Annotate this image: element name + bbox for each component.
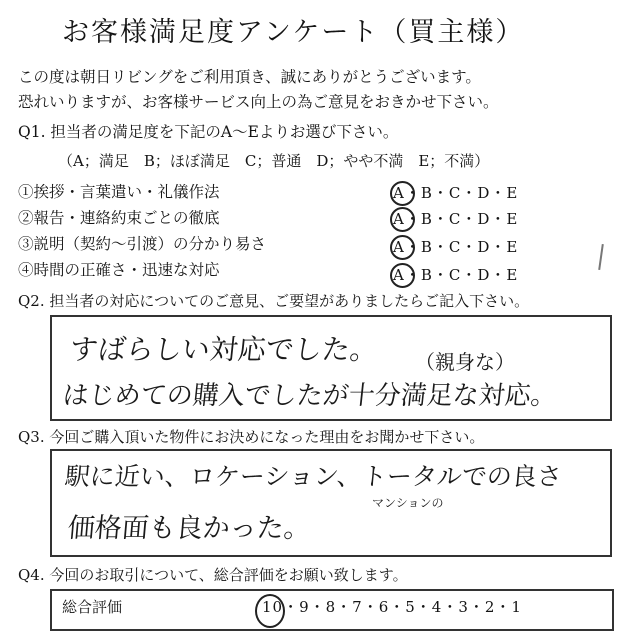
q1-item-4: ④時間の正確さ・迅速な対応 — [18, 261, 220, 279]
q1-item-2-choices — [393, 208, 518, 229]
intro-line-2: 恐れいりますが、お客様サービス向上の為ご意見をおきかせ下さい。 — [18, 93, 499, 111]
overall-rating-label: 総合評価 — [62, 598, 123, 616]
q3-answer-note: マンションの — [372, 496, 444, 510]
q4-question: Q4. 今回のお取引について、総合評価をお願い致します。 — [18, 566, 408, 584]
q1-item-4-selected: A — [393, 266, 405, 284]
q1-item-3: ③説明（契約～引渡）の分かり易さ — [18, 235, 267, 253]
overall-rating-scale: 10・9・8・7・6・5・4・3・2・1 — [262, 598, 522, 616]
q1-item-4-choices — [393, 264, 518, 285]
q3-question: Q3. 今回ご購入頂いた物件にお決めになった理由をお聞かせ下さい。 — [18, 428, 485, 446]
q1-item-3-selected: A — [393, 238, 405, 256]
q1-scale: （A；満足 B；ほぼ満足 C；普通 D；やや不満 E；不満） — [58, 152, 490, 170]
pen-stroke-mark — [598, 244, 604, 270]
q1-item-1-options: ・B・C・D・E — [404, 184, 519, 202]
q1-item-2: ②報告・連絡約束ごとの徹底 — [18, 209, 220, 227]
q1-item-2-options: ・B・C・D・E — [404, 210, 519, 228]
q2-answer-note: （親身な） — [415, 350, 515, 374]
q2-answer-line-2: はじめての購入でしたが十分満足な対応。 — [61, 381, 559, 411]
q1-item-4-options: ・B・C・D・E — [404, 266, 519, 284]
q1-item-1-choices — [393, 182, 518, 203]
survey-title: お客様満足度アンケート（買主様） — [62, 17, 525, 48]
circle-mark-icon — [390, 181, 415, 206]
q2-answer-line-1: すばらしい対応でした。 — [68, 333, 380, 366]
intro-line-1: この度は朝日リビングをご利用頂き、誠にありがとうございます。 — [18, 68, 481, 86]
q1-item-3-options: ・B・C・D・E — [404, 238, 519, 256]
q1-item-1-selected: A — [393, 184, 405, 202]
q2-question: Q2. 担当者の対応についてのご意見、ご要望がありましたらご記入下さい。 — [18, 292, 530, 310]
circle-mark-icon — [390, 235, 415, 260]
q1-question: Q1. 担当者の満足度を下記のA～Eよりお選び下さい。 — [18, 123, 399, 141]
q1-item-2-selected: A — [393, 210, 405, 228]
q1-item-1: ①挨拶・言葉遣い・礼儀作法 — [18, 183, 220, 201]
q3-answer-line-1: 駅に近い、ロケーション、トータルでの良さ — [63, 462, 564, 491]
q3-answer-line-2: 価格面も良かった。 — [66, 513, 313, 544]
q1-item-3-choices — [393, 236, 518, 257]
circle-mark-icon — [390, 207, 415, 232]
circle-mark-icon — [390, 263, 415, 288]
